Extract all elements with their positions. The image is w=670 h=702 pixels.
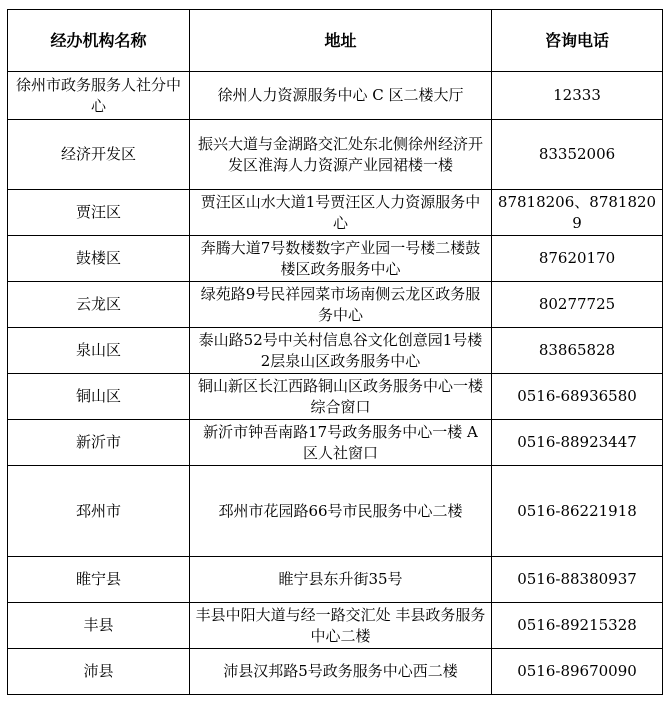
phone-cell: 87818206、87818209	[492, 190, 663, 236]
table-row	[8, 236, 663, 282]
table-row	[8, 649, 663, 695]
table-row	[8, 190, 663, 236]
table-row	[8, 282, 663, 328]
address-cell: 丰县中阳大道与经一路交汇处 丰县政务服务中心二楼	[190, 603, 492, 649]
org-name-cell: 新沂市	[8, 420, 190, 466]
address-cell: 铜山新区长江西路铜山区政务服务中心一楼综合窗口	[190, 374, 492, 420]
address-cell: 贾汪区山水大道1号贾汪区人力资源服务中心	[190, 190, 492, 236]
phone-cell: 80277725	[492, 282, 663, 328]
org-name-cell: 经济开发区	[8, 120, 190, 190]
service-agency-table	[7, 9, 663, 695]
table-row	[8, 374, 663, 420]
address-cell: 邳州市花园路66号市民服务中心二楼	[190, 466, 492, 557]
table-row	[8, 72, 663, 120]
org-name-cell: 徐州市政务服务人社分中心	[8, 72, 190, 120]
address-cell: 睢宁县东升街35号	[190, 557, 492, 603]
org-name-cell: 泉山区	[8, 328, 190, 374]
org-name-cell: 云龙区	[8, 282, 190, 328]
address-cell: 振兴大道与金湖路交汇处东北侧徐州经济开发区淮海人力资源产业园裙楼一楼	[190, 120, 492, 190]
address-cell: 泰山路52号中关村信息谷文化创意园1号楼2层泉山区政务服务中心	[190, 328, 492, 374]
phone-cell: 12333	[492, 72, 663, 120]
org-name-cell: 邳州市	[8, 466, 190, 557]
table-row	[8, 120, 663, 190]
address-cell: 绿苑路9号民祥园菜市场南侧云龙区政务服务中心	[190, 282, 492, 328]
table-row	[8, 328, 663, 374]
table-row	[8, 466, 663, 557]
header-phone: 咨询电话	[492, 10, 663, 72]
address-cell: 沛县汉邦路5号政务服务中心西二楼	[190, 649, 492, 695]
phone-cell: 0516-88923447	[492, 420, 663, 466]
org-name-cell: 贾汪区	[8, 190, 190, 236]
table-row	[8, 557, 663, 603]
phone-cell: 0516-89670090	[492, 649, 663, 695]
phone-cell: 0516-89215328	[492, 603, 663, 649]
phone-cell: 0516-68936580	[492, 374, 663, 420]
org-name-cell: 睢宁县	[8, 557, 190, 603]
phone-cell: 83865828	[492, 328, 663, 374]
org-name-cell: 铜山区	[8, 374, 190, 420]
phone-cell: 83352006	[492, 120, 663, 190]
table-header-row	[8, 10, 663, 72]
org-name-cell: 丰县	[8, 603, 190, 649]
table-row	[8, 420, 663, 466]
address-cell: 徐州人力资源服务中心 C 区二楼大厅	[190, 72, 492, 120]
header-address: 地址	[190, 10, 492, 72]
table-row	[8, 603, 663, 649]
phone-cell: 0516-88380937	[492, 557, 663, 603]
phone-cell: 87620170	[492, 236, 663, 282]
header-org-name: 经办机构名称	[8, 10, 190, 72]
address-cell: 新沂市钟吾南路17号政务服务中心一楼 A 区人社窗口	[190, 420, 492, 466]
phone-cell: 0516-86221918	[492, 466, 663, 557]
address-cell: 奔腾大道7号数楼数字产业园一号楼二楼鼓楼区政务服务中心	[190, 236, 492, 282]
org-name-cell: 鼓楼区	[8, 236, 190, 282]
org-name-cell: 沛县	[8, 649, 190, 695]
